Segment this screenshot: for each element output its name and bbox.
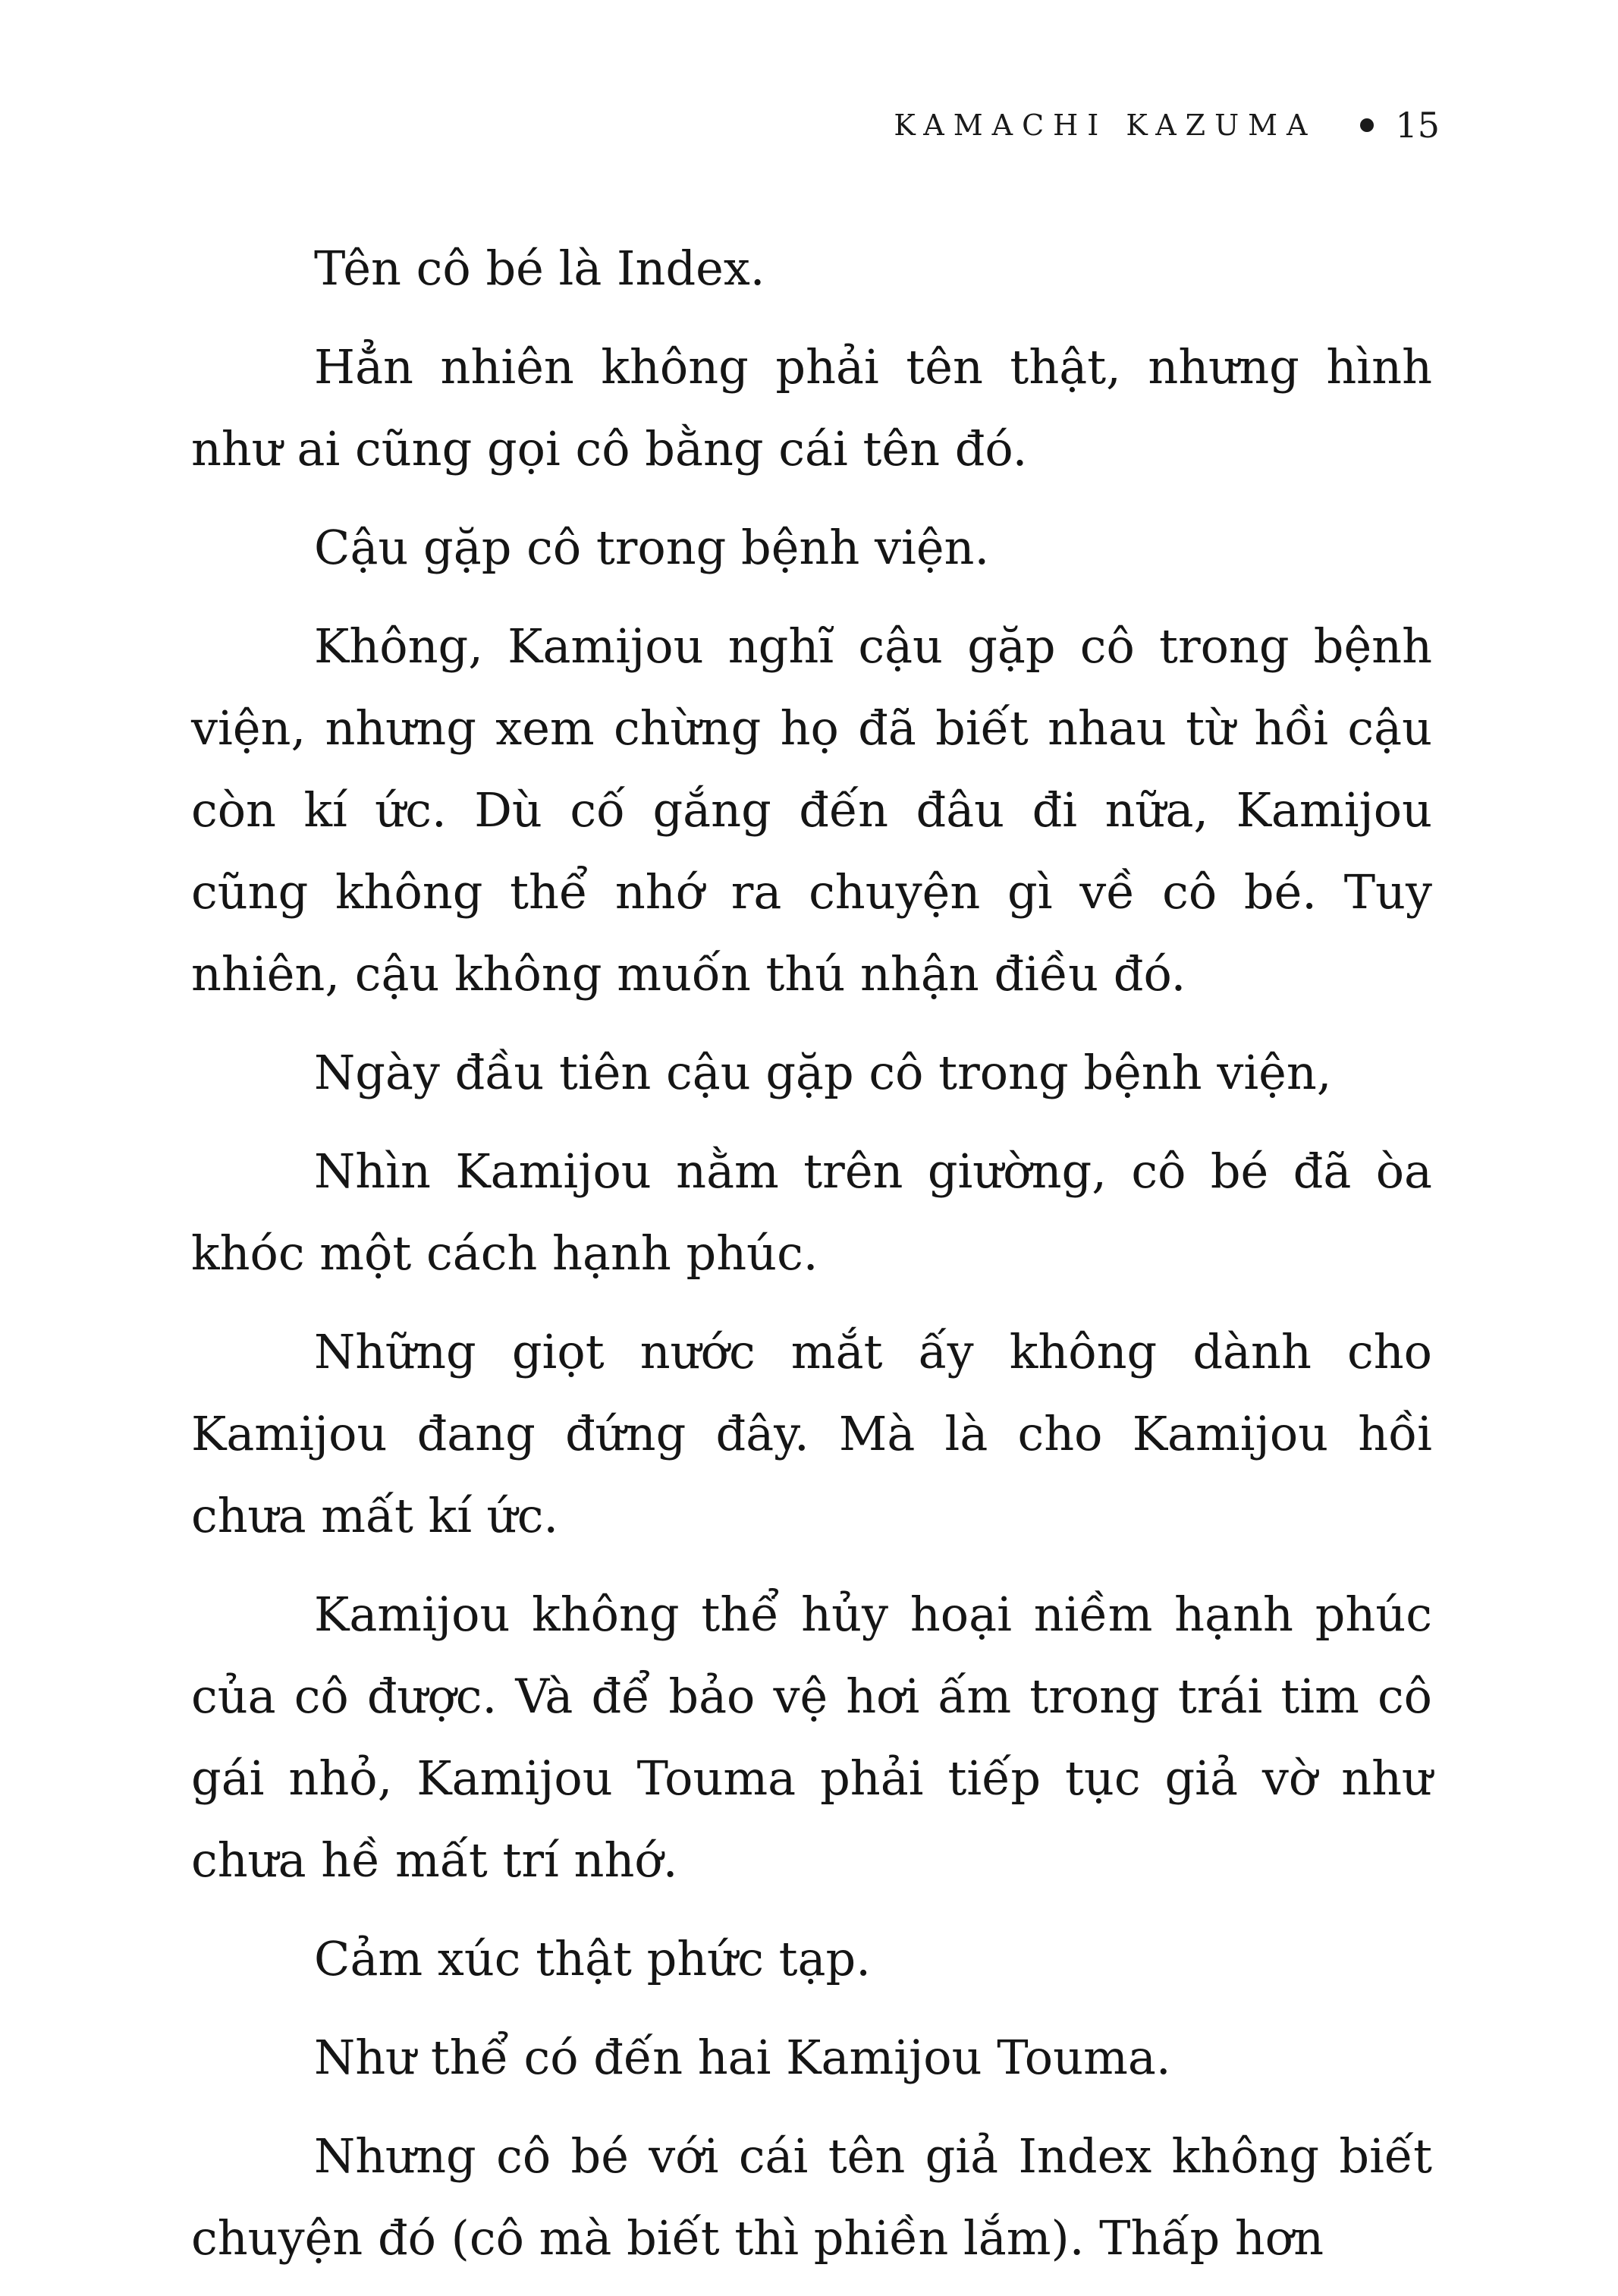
paragraph: Những giọt nước mắt ấy không dành cho Kamijou đang đứng đây. Mà là cho Kamijou hồi chưa mất kí ức. [191, 1324, 1432, 1543]
paragraph: Như thể có đến hai Kamijou Touma. [314, 2030, 1171, 2085]
paragraph: Ngày đầu tiên cậu gặp cô trong bệnh viện, [314, 1045, 1332, 1100]
paragraph: Nhìn Kamijou nằm trên giường, cô bé đã òa khóc một cách hạnh phúc. [191, 1143, 1432, 1281]
page-number: 15 [1395, 105, 1440, 146]
paragraph: Cảm xúc thật phức tạp. [314, 1931, 871, 1986]
body-text [191, 228, 1432, 2296]
paragraph: Tên cô bé là Index. [314, 241, 765, 296]
paragraph: Không, Kamijou nghĩ cậu gặp cô trong bệnh viện, nhưng xem chừng họ đã biết nhau từ hồi cậu còn kí ức. Dù cố gắng đến đâu đi nữa, Kamijou cũng không thể nhớ ra chuyện gì về cô bé. Tuy nhiên, cậu không muốn thú nhận điều đó. [191, 618, 1432, 1002]
paragraph: Hẳn nhiên không phải tên thật, nhưng hình như ai cũng gọi cô bằng cái tên đó. [191, 339, 1432, 476]
running-header [894, 105, 1440, 146]
paragraph: Kamijou không thể hủy hoại niềm hạnh phúc của cô được. Và để bảo vệ hơi ấm trong trái tim cô gái nhỏ, Kamijou Touma phải tiếp tục giả vờ như chưa hề mất trí nhớ. [191, 1587, 1432, 1888]
author-name: KAMACHI KAZUMA [894, 109, 1317, 142]
bullet-separator [1360, 118, 1374, 132]
paragraph: Cậu gặp cô trong bệnh viện. [314, 520, 990, 575]
paragraph: Nhưng cô bé với cái tên giả Index không biết chuyện đó (cô mà biết thì phiền lắm). Thấp hơn [191, 2128, 1432, 2266]
